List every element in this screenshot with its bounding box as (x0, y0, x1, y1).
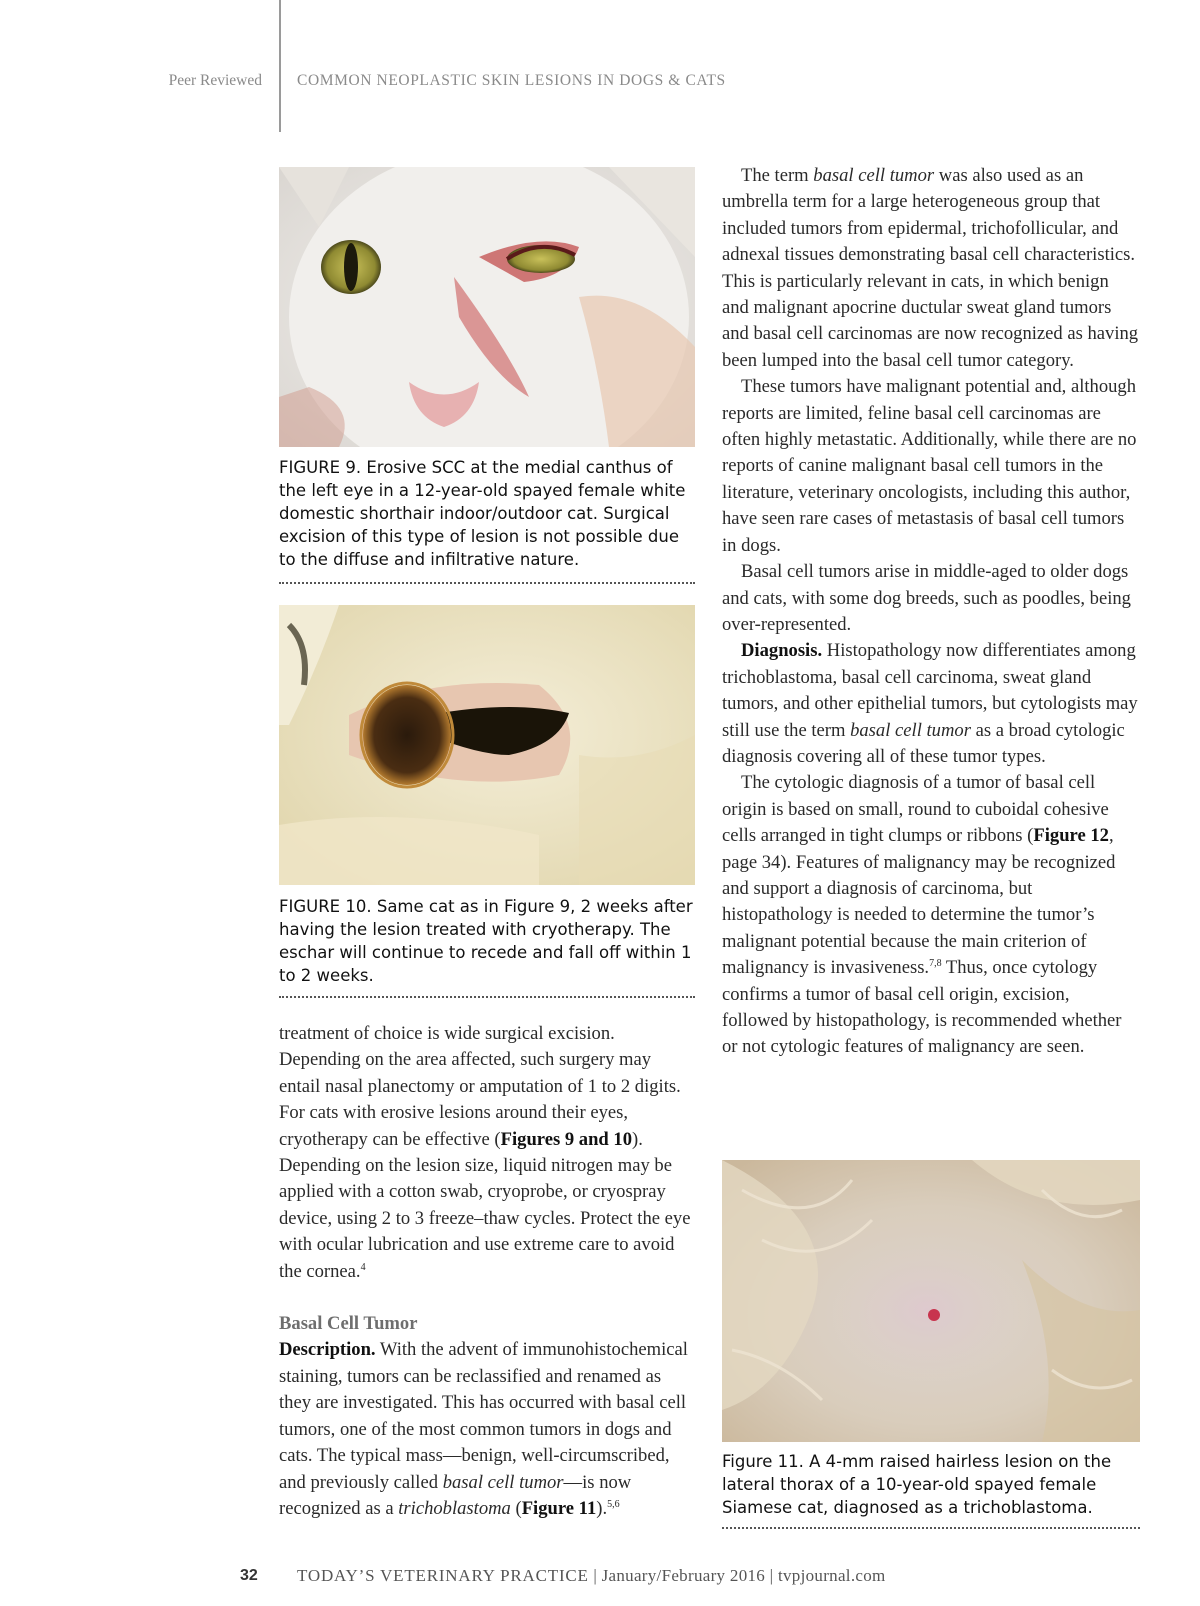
right-paragraph-2: These tumors have malignant potential and, although reports are limited, feline basal cell carcinomas are often highly metastatic. Additionally, while there are no reports of canine malignant basal cell tumors in the literature, veterinary oncologists, including this author, have seen rare cases of metastasis of basal cell tumors in dogs. (722, 376, 1137, 556)
subheading-basal-cell-tumor: Basal Cell Tumor (279, 1313, 418, 1335)
figure-10-divider (279, 996, 695, 998)
left-paragraph-1: treatment of choice is wide surgical excision. Depending on the area affected, such surgery may entail nasal planectomy or amputation of 1 to 2 digits. For cats with erosive lesions around their eyes, cryotherapy can be effective (Figures 9 and 10). Depending on the lesion size, liquid nitrogen may be applied with a cotton swab, cryoprobe, or cryospray device, using 2 to 3 freeze–thaw cycles. Protect the eye with ocular lubrication and use extreme care to avoid the cornea.$^4$ (279, 1023, 691, 1282)
running-title: COMMON NEOPLASTIC SKIN LESIONS IN DOGS & CATS (297, 72, 726, 89)
issue-date: January/February 2016 (601, 1566, 766, 1585)
run-in-heading-diagnosis: Diagnosis. (741, 640, 823, 662)
figure-9-caption: FIGURE 9. Erosive SCC at the medial canthus of the left eye in a 12-year-old spayed female white domestic shorthair indoor/outdoor cat. Surgical excision of this type of lesion is not possible due to the diffuse and infiltrative nature. (279, 458, 686, 569)
figure-11-divider (722, 1527, 1140, 1529)
left-paragraph-2: Description. With the advent of immunohistochemical staining, tumors can be reclassified and renamed as they are investigated. This has occurred with basal cell tumors, one of the most common tumors in dogs and cats. The typical mass—benign, well-circumscribed, and previously called basal cell tumor—is now recognized as a trichoblastoma (Figure 11).$^{5,6}$ (279, 1339, 688, 1519)
run-in-heading-description: Description. (279, 1339, 376, 1361)
journal-name: TODAY’S VETERINARY PRACTICE (297, 1566, 589, 1585)
page-number: 32 (240, 1567, 258, 1584)
figure-9-photo (279, 167, 695, 447)
figure-9-divider (279, 582, 695, 584)
figure-9-10-reference: Figures 9 and 10 (500, 1128, 633, 1150)
citation-4: 4 (360, 1261, 366, 1273)
left-column-text (279, 1021, 695, 1522)
right-column-text (722, 163, 1140, 1061)
right-paragraph-4: Diagnosis. Histopathology now differentiates among trichoblastoma, basal cell carcinoma, sweat gland tumors, and other epithelial tumors, but cytologists may still use the term basal cell tumor as a broad cytologic diagnosis covering all of these tumor types. (722, 640, 1138, 767)
right-paragraph-5: The cytologic diagnosis of a tumor of basal cell origin is based on small, round to cuboidal cohesive cells arranged in tight clumps or ribbons (Figure 12, page 34). Features of malignancy may be recognized and support a diagnosis of carcinoma, but histopathology is needed to determine the tumor’s malignant potential because the main criterion of malignancy is invasiveness.$^{7,8}$ Thus, once cytology confirms a tumor of basal cell origin, excision, followed by histopathology, is recommended whether or not cytologic features of malignancy are seen. (722, 772, 1122, 1058)
section-label: Peer Reviewed (168, 72, 262, 89)
footer-citation: TODAY’S VETERINARY PRACTICE | January/February 2016 | tvpjournal.com (297, 1566, 886, 1585)
figure-11-photo (722, 1160, 1140, 1442)
figure-12-reference: Figure 12 (1033, 825, 1109, 847)
figure-11-reference: Figure 11 (521, 1497, 597, 1519)
right-paragraph-3: Basal cell tumors arise in middle-aged to older dogs and cats, with some dog breeds, such as poodles, being over-represented. (722, 561, 1131, 635)
header-divider (279, 0, 281, 132)
citation-7-8: 7,8 (929, 958, 942, 969)
journal-website: tvpjournal.com (777, 1566, 886, 1585)
citation-5-6: 5,6 (607, 1498, 620, 1510)
figure-11-caption: Figure 11. A 4-mm raised hairless lesion on the lateral thorax of a 10-year-old spayed female Siamese cat, diagnosed as a trichoblastoma. (722, 1452, 1112, 1517)
figure-10-caption: FIGURE 10. Same cat as in Figure 9, 2 weeks after having the lesion treated with cryotherapy. The eschar will continue to recede and fall off within 1 to 2 weeks. (279, 897, 693, 985)
figure-10-photo (279, 605, 695, 885)
right-paragraph-1: The term basal cell tumor was also used as an umbrella term for a large heterogeneous group that included tumors from epidermal, trichofollicular, and adnexal tissues demonstrating basal cell characteristics. This is particularly relevant in cats, in which benign and malignant apocrine ductular sweat gland tumors and basal cell carcinomas are now recognized as having been lumped into the basal cell tumor category. (722, 165, 1139, 371)
